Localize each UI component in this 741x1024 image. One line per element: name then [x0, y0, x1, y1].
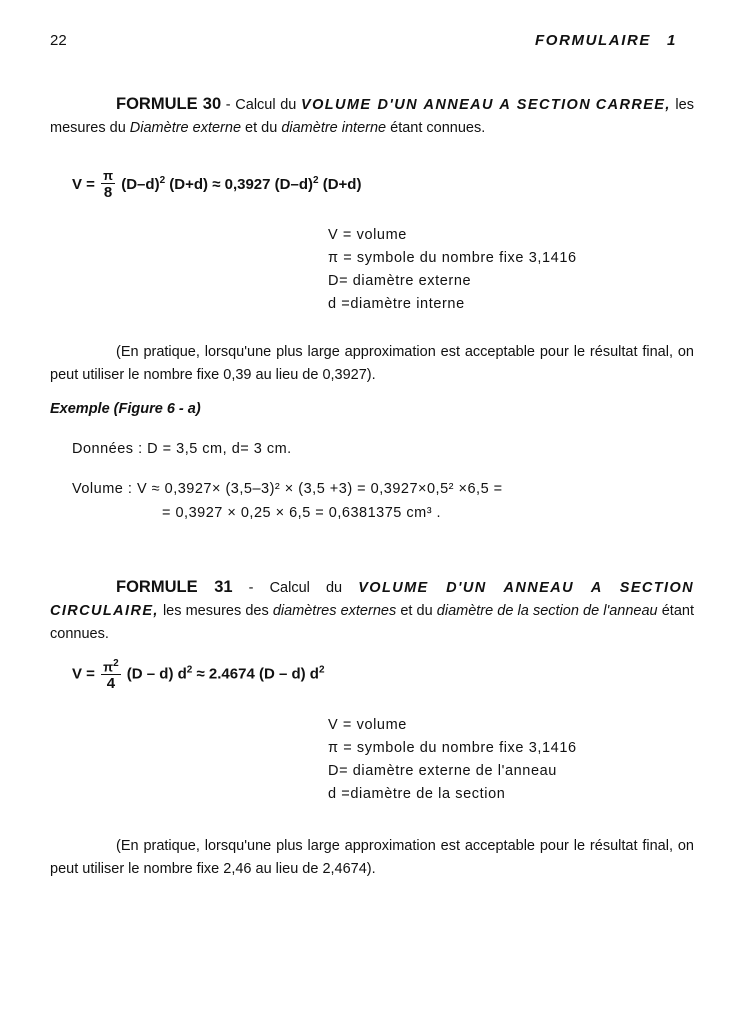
formula-30-text-3: étant connues.	[386, 120, 486, 136]
formula-30-text-2: et du	[241, 120, 282, 136]
legend-item: d =diamètre de la section	[328, 786, 506, 802]
legend-item: D= diamètre externe de l'anneau	[328, 763, 557, 779]
example-data: Données : D = 3,5 cm, d= 3 cm.	[72, 441, 292, 457]
formula-31-note: (En pratique, lorsqu'une plus large approximation est acceptable pour le résultat final, on peut utiliser le nombre fixe 2,46 au lieu de 2,4674).	[50, 838, 694, 877]
formula-30-denominator: 8	[103, 184, 113, 201]
formula-31-subject-1: VOLUME D'UN ANNEAU A SECTION	[358, 580, 694, 596]
running-title	[535, 32, 677, 49]
legend-item: π = symbole du nombre fixe 3,1416	[328, 740, 577, 756]
formula-30-exp-1: 2	[159, 174, 166, 186]
formula-31-exp-1: 2	[186, 664, 193, 676]
formula-31-lhs: V =	[72, 665, 95, 683]
formula-30-subject-2: CARREE,	[595, 97, 671, 113]
example-volume-line-1: Volume : V ≈ 0,3927× (3,5–3)² × (3,5 +3) = 0,3927×0,5² ×6,5 =	[72, 481, 503, 497]
formula-30-text-1: les mesures du	[50, 97, 694, 136]
formula-31-numerator-pi: π	[103, 659, 114, 675]
formula-30-note: (En pratique, lorsqu'une plus large approximation est acceptable pour le résultat final, on peut utiliser le nombre fixe 0,39 au lieu de 0,3927).	[50, 344, 694, 383]
volume-number: 1	[667, 32, 677, 49]
example-title: Exemple (Figure 6 - a)	[50, 401, 201, 417]
formula-30-lead: - Calcul du	[221, 97, 302, 113]
formula-30-exp-2: 2	[312, 174, 319, 186]
formula-31-text-2: et du	[396, 603, 437, 619]
legend-item: V = volume	[328, 717, 407, 733]
formula-30-label: FORMULE 30	[116, 95, 222, 113]
formula-31-text-3: étant connues.	[50, 603, 694, 642]
formula-30-lhs: V =	[72, 175, 95, 193]
formula-30-intro	[50, 93, 694, 140]
legend-item: π = symbole du nombre fixe 3,1416	[328, 250, 577, 266]
formula-31-numerator	[101, 656, 121, 675]
formula-30-term-2: diamètre interne	[281, 120, 387, 136]
formula-31-term-1: diamètres externes	[272, 603, 397, 619]
formula-30-rhs-3: (D+d)	[318, 175, 362, 193]
formula-31-equation	[72, 656, 325, 702]
legend-item: D= diamètre externe	[328, 273, 472, 289]
example-volume-line-2: = 0,3927 × 0,25 × 6,5 = 0,6381375 cm³ .	[162, 505, 442, 521]
page-number: 22	[50, 32, 67, 49]
formula-31-denominator: 4	[106, 675, 116, 693]
formula-31-label: FORMULE 31	[116, 578, 233, 596]
formula-30-rhs-1: (D–d)	[121, 175, 160, 193]
formula-31-fraction	[101, 656, 121, 693]
formula-30-subject-1: VOLUME D'UN ANNEAU A SECTION	[301, 97, 592, 113]
formula-31-rhs-1: (D – d) d	[126, 665, 187, 683]
formula-30-numerator: π	[103, 168, 114, 183]
formula-31-rhs-2: ≈ 2.4674 (D – d) d	[192, 665, 319, 683]
formula-31-numerator-exp: 2	[113, 658, 119, 669]
formula-31-text-1: les mesures des	[158, 603, 273, 619]
formula-30-term-1: Diamètre externe	[129, 120, 242, 136]
formula-31-subject-2: CIRCULAIRE,	[50, 603, 159, 619]
formula-31-legend	[328, 714, 708, 806]
legend-item: d =diamètre interne	[328, 296, 465, 312]
formula-31-lead: - Calcul du	[232, 580, 359, 596]
formula-30-equation	[72, 168, 361, 214]
legend-item: V = volume	[328, 227, 407, 243]
running-title-text: FORMULAIRE	[535, 32, 652, 49]
formula-30-legend	[328, 224, 708, 316]
formula-31-exp-2: 2	[318, 664, 325, 676]
formula-31-term-2: diamètre de la section de l'anneau	[436, 603, 658, 619]
formula-30-fraction	[101, 168, 115, 202]
formula-30-rhs-2: (D+d) ≈ 0,3927 (D–d)	[165, 175, 313, 193]
formula-31-intro	[50, 576, 694, 646]
page-header	[50, 32, 677, 52]
